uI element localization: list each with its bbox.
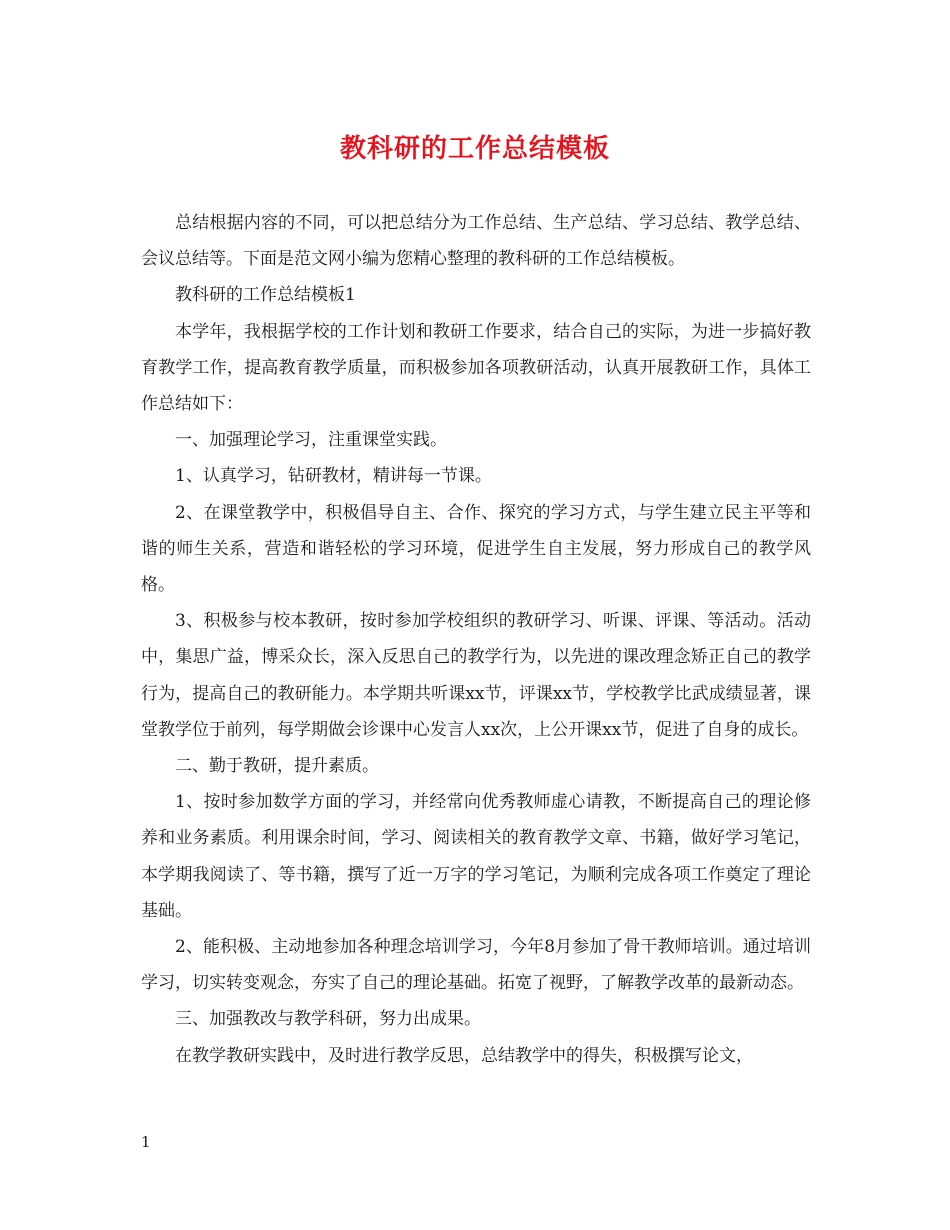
paragraph-2-2: 2、能积极、主动地参加各种理念培训学习，今年8月参加了骨干教师培训。通过培训学习，切实转变观念，夯实了自己的理论基础。拓宽了视野，了解教学改革的最新动态。 [141,937,811,994]
paragraph-subtitle: 教科研的工作总结模板1 [175,285,356,306]
section-heading-1: 一、加强理论学习，注重课堂实践。 [175,430,447,451]
paragraph-intro: 总结根据内容的不同，可以把总结分为工作总结、生产总结、学习总结、教学总结、会议总结等。下面是范文网小编为您精心整理的教科研的工作总结模板。 [141,213,811,270]
page-title: 教科研的工作总结模板 [339,134,610,164]
body-text [141,205,811,1074]
paragraph-1-1: 1、认真学习，钻研教材，精讲每一节课。 [175,466,492,487]
paragraph-1-2: 2、在课堂教学中，积极倡导自主、合作、探究的学习方式，与学生建立民主平等和谐的师生关系，营造和谐轻松的学习环境，促进学生自主发展，努力形成自己的教学风格。 [141,502,811,596]
paragraph-2-1: 1、按时参加数学方面的学习，并经常向优秀教师虚心请教，不断提高自己的理论修养和业务素质。利用课余时间，学习、阅读相关的教育教学文章、书籍，做好学习笔记，本学期我阅读了、等书籍，撰写了近一万字的学习笔记，为顺利完成各项工作奠定了理论基础。 [141,792,811,921]
page-number: 1 [141,1133,151,1151]
section-heading-2: 二、勤于教研，提升素质。 [175,756,379,777]
paragraph-1-3: 3、积极参与校本教研，按时参加学校组织的教研学习、听课、评课、等活动。活动中，集思广益，博采众长，深入反思自己的教学行为，以先进的课改理念矫正自己的教学行为，提高自己的教研能力。本学期共听课xx节，评课xx节，学校教学比武成绩显著，课堂教学位于前列，每学期做会诊课中心发言人xx次，上公开课xx节，促进了自身的成长。 [141,611,811,740]
paragraph-opening: 本学年，我根据学校的工作计划和教研工作要求，结合自己的实际，为进一步搞好教育教学工作，提高教育教学质量，而积极参加各项教研活动，认真开展教研工作，具体工作总结如下： [141,321,811,415]
paragraph-3-1: 在教学教研实践中，及时进行教学反思，总结教学中的得失，积极撰写论文， [175,1045,753,1066]
section-heading-3: 三、加强教改与教学科研，努力出成果。 [175,1009,481,1030]
